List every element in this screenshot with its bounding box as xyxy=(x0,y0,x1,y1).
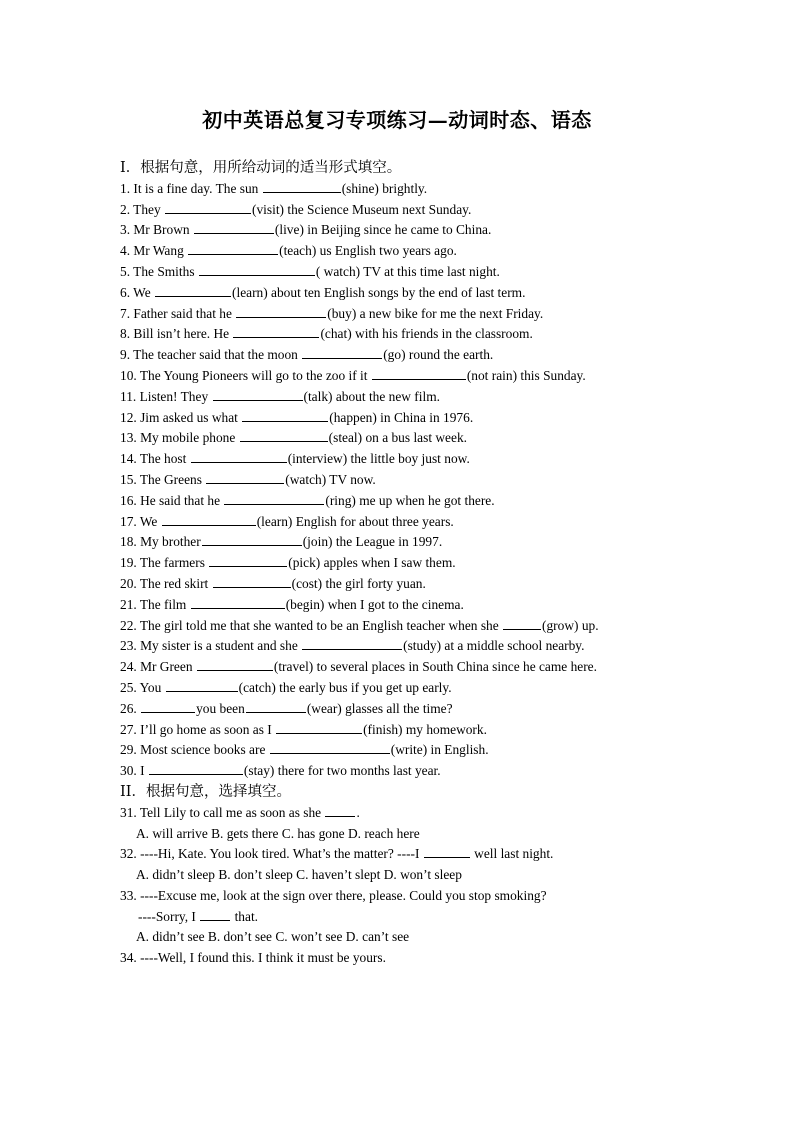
page-title: 初中英语总复习专项练习—动词时态、语态 xyxy=(202,108,592,132)
question-12: 12. Jim asked us what (happen) in China in 1976. xyxy=(120,409,474,425)
answer-blank[interactable] xyxy=(155,283,231,297)
question-23: 23. My sister is a student and she (study) at a middle school nearby. xyxy=(120,638,585,654)
question-32-options[interactable]: A. didn’t sleep B. don’t sleep C. haven’t slept D. won’t sleep xyxy=(136,867,462,883)
answer-blank[interactable] xyxy=(202,532,302,546)
question-31: 31. Tell Lily to call me as soon as she . xyxy=(120,804,360,820)
question-26: 26. you been (wear) glasses all the time? xyxy=(120,700,453,716)
answer-blank[interactable] xyxy=(206,470,284,484)
question-17: 17. We (learn) English for about three years. xyxy=(120,513,454,529)
question-19: 19. The farmers (pick) apples when I saw them. xyxy=(120,555,456,571)
question-18: 18. My brother (join) the League in 1997. xyxy=(120,534,443,550)
section-1-heading: I．根据句意，用所给动词的适当形式填空。 xyxy=(120,160,402,176)
question-11: 11. Listen! They (talk) about the new film. xyxy=(120,388,440,404)
question-14: 14. The host (interview) the little boy just now. xyxy=(120,451,470,467)
question-33-reply: ----Sorry, I that. xyxy=(138,908,259,924)
question-1: 1. It is a fine day. The sun (shine) brightly. xyxy=(120,180,428,196)
answer-blank[interactable] xyxy=(302,636,402,650)
answer-blank[interactable] xyxy=(191,595,285,609)
answer-blank[interactable] xyxy=(325,803,355,817)
answer-blank[interactable] xyxy=(242,408,328,422)
question-33-options[interactable]: A. didn’t see B. don’t see C. won’t see D. can’t see xyxy=(136,929,410,945)
answer-blank[interactable] xyxy=(233,324,319,338)
question-4: 4. Mr Wang (teach) us English two years ago. xyxy=(120,243,457,259)
question-15: 15. The Greens (watch) TV now. xyxy=(120,471,376,487)
question-32: 32. ----Hi, Kate. You look tired. What’s the matter? ----I well last night. xyxy=(120,846,554,862)
answer-blank[interactable] xyxy=(276,720,362,734)
answer-blank[interactable] xyxy=(194,220,274,234)
answer-blank[interactable] xyxy=(503,616,541,630)
question-7: 7. Father said that he (buy) a new bike for me the next Friday. xyxy=(120,305,544,321)
question-10: 10. The Young Pioneers will go to the zoo if it (not rain) this Sunday. xyxy=(120,367,586,383)
question-33: 33. ----Excuse me, look at the sign over there, please. Could you stop smoking? xyxy=(120,887,547,903)
answer-blank[interactable] xyxy=(141,699,195,713)
question-34: 34. ----Well, I found this. I think it must be yours. xyxy=(120,950,386,966)
answer-blank[interactable] xyxy=(302,345,382,359)
question-16: 16. He said that he (ring) me up when he got there. xyxy=(120,492,495,508)
answer-blank[interactable] xyxy=(224,491,324,505)
answer-blank[interactable] xyxy=(149,761,243,775)
answer-blank[interactable] xyxy=(246,699,306,713)
question-21: 21. The film (begin) when I got to the cinema. xyxy=(120,596,464,612)
answer-blank[interactable] xyxy=(213,574,291,588)
section-2-heading: II．根据句意，选择填空。 xyxy=(120,783,291,800)
question-24: 24. Mr Green (travel) to several places in South China since he came here. xyxy=(120,659,597,675)
answer-blank[interactable] xyxy=(165,200,251,214)
exercise-body xyxy=(120,158,672,969)
question-9: 9. The teacher said that the moon (go) round the earth. xyxy=(120,347,494,363)
question-30: 30. I (stay) there for two months last year. xyxy=(120,763,441,779)
question-31-options[interactable]: A. will arrive B. gets there C. has gone D. reach here xyxy=(136,825,420,841)
answer-blank[interactable] xyxy=(372,366,466,380)
question-20: 20. The red skirt (cost) the girl forty yuan. xyxy=(120,575,426,591)
answer-blank[interactable] xyxy=(188,241,278,255)
question-5: 5. The Smiths ( watch) TV at this time last night. xyxy=(120,263,500,279)
question-6: 6. We (learn) about ten English songs by the end of last term. xyxy=(120,284,526,300)
question-13: 13. My mobile phone (steal) on a bus last week. xyxy=(120,430,467,446)
answer-blank[interactable] xyxy=(240,428,328,442)
answer-blank[interactable] xyxy=(270,740,390,754)
question-22: 22. The girl told me that she wanted to be an English teacher when she (grow) up. xyxy=(120,617,599,633)
answer-blank[interactable] xyxy=(191,449,287,463)
answer-blank[interactable] xyxy=(162,512,256,526)
question-25: 25. You (catch) the early bus if you get up early. xyxy=(120,679,452,695)
question-2: 2. They (visit) the Science Museum next Sunday. xyxy=(120,201,472,217)
question-8: 8. Bill isn’t here. He (chat) with his friends in the classroom. xyxy=(120,326,533,342)
answer-blank[interactable] xyxy=(199,262,315,276)
answer-blank[interactable] xyxy=(197,657,273,671)
question-3: 3. Mr Brown (live) in Beijing since he came to China. xyxy=(120,222,492,238)
answer-blank[interactable] xyxy=(209,553,287,567)
answer-blank[interactable] xyxy=(213,387,303,401)
answer-blank[interactable] xyxy=(263,179,341,193)
question-27: 27. I’ll go home as soon as I (finish) my homework. xyxy=(120,721,487,737)
answer-blank[interactable] xyxy=(166,678,238,692)
answer-blank[interactable] xyxy=(424,844,470,858)
answer-blank[interactable] xyxy=(236,304,326,318)
answer-blank[interactable] xyxy=(200,907,230,921)
question-29: 29. Most science books are (write) in English. xyxy=(120,742,489,758)
